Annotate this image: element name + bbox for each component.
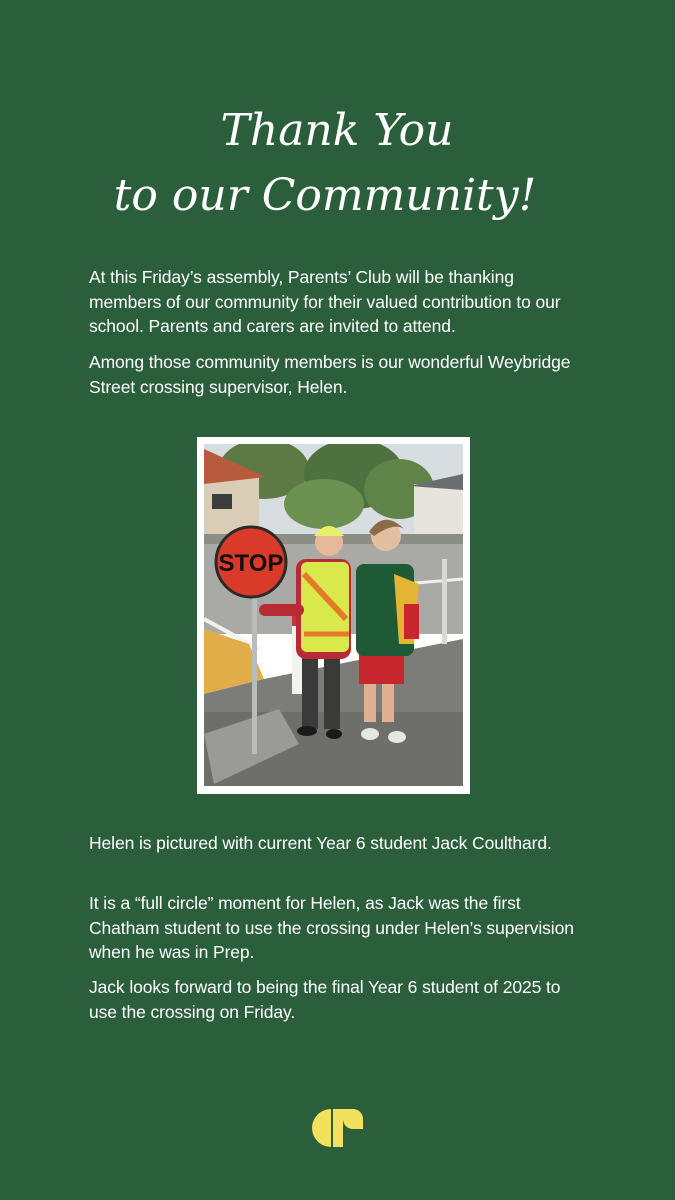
page-title (0, 95, 675, 240)
school-logo-icon (312, 1109, 364, 1147)
title-line-2: to our Community! (113, 170, 537, 221)
crossing-photo-image (204, 444, 463, 786)
title-line-1: Thank You (220, 105, 454, 156)
caption-paragraph-2: It is a “full circle” moment for Helen, as Jack was the first Chatham student to use the crossing under Helen’s supervision when he was in Prep. (89, 893, 574, 962)
crossing-photo (197, 437, 470, 794)
stop-sign-text: STOP (218, 550, 284, 577)
caption-paragraph-3: Jack looks forward to being the final Year 6 student of 2025 to use the crossing on Friday. (89, 977, 561, 1022)
intro-paragraph-2: Among those community members is our wonderful Weybridge Street crossing supervisor, Helen. (89, 352, 571, 397)
intro-paragraph-1: At this Friday’s assembly, Parents’ Club will be thanking members of our community for their valued contribution to our school. Parents and carers are invited to attend. (89, 267, 561, 336)
caption-paragraph-1: Helen is pictured with current Year 6 student Jack Coulthard. (89, 833, 552, 853)
